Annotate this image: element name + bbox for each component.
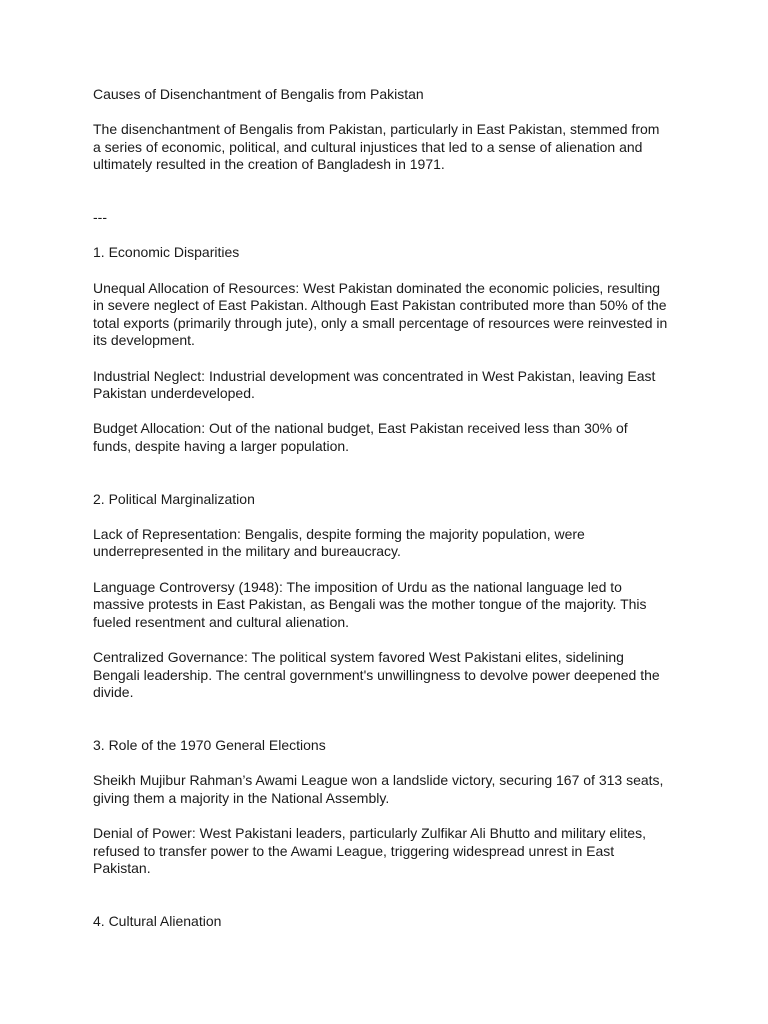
section-heading: 4. Cultural Alienation bbox=[93, 912, 222, 929]
section-heading: 1. Economic Disparities bbox=[93, 244, 240, 261]
paragraph-line: Bengali leadership. The central government's unwillingness to devolve power deepened the bbox=[93, 666, 660, 683]
paragraph-line: in severe neglect of East Pakistan. Although East Pakistan contributed more than 50% of the bbox=[93, 297, 667, 314]
paragraph-line: massive protests in East Pakistan, as Bengali was the mother tongue of the majority. This bbox=[93, 596, 647, 613]
intro-line: The disenchantment of Bengalis from Pakistan, particularly in East Pakistan, stemmed from bbox=[93, 121, 660, 138]
paragraph-line: Language Controversy (1948): The imposition of Urdu as the national language led to bbox=[93, 578, 622, 595]
paragraph-line: Pakistan underdeveloped. bbox=[93, 385, 255, 402]
paragraph-line: Sheikh Mujibur Rahman’s Awami League won a landslide victory, securing 167 of 313 seats, bbox=[93, 772, 664, 789]
paragraph-line: Lack of Representation: Bengalis, despite forming the majority population, were bbox=[93, 525, 585, 542]
document-title: Causes of Disenchantment of Bengalis from Pakistan bbox=[93, 86, 424, 102]
paragraph-line: Unequal Allocation of Resources: West Pakistan dominated the economic policies, resulting bbox=[93, 279, 661, 296]
paragraph-line: Denial of Power: West Pakistani leaders, particularly Zulfikar Ali Bhutto and military elites, bbox=[93, 824, 646, 841]
document-page bbox=[93, 86, 683, 931]
intro-line: a series of economic, political, and cultural injustices that led to a sense of alienation and bbox=[93, 138, 643, 155]
paragraph-line: Pakistan. bbox=[93, 860, 151, 877]
section-heading: 2. Political Marginalization bbox=[93, 490, 255, 507]
paragraph-line: giving them a majority in the National Assembly. bbox=[93, 789, 390, 806]
section-heading: 3. Role of the 1970 General Elections bbox=[93, 736, 326, 753]
paragraph-line: underrepresented in the military and bureaucracy. bbox=[93, 543, 401, 560]
paragraph-line: its development. bbox=[93, 332, 195, 349]
paragraph-line: fueled resentment and cultural alienation. bbox=[93, 613, 350, 630]
paragraph-line: Industrial Neglect: Industrial development was concentrated in West Pakistan, leaving East bbox=[93, 367, 656, 384]
paragraph-line: Budget Allocation: Out of the national budget, East Pakistan received less than 30% of bbox=[93, 420, 628, 437]
paragraph-line: funds, despite having a larger population. bbox=[93, 437, 350, 454]
intro-line: ultimately resulted in the creation of Bangladesh in 1971. bbox=[93, 156, 445, 173]
separator: --- bbox=[93, 209, 107, 226]
paragraph-line: divide. bbox=[93, 684, 134, 701]
paragraph-line: refused to transfer power to the Awami League, triggering widespread unrest in East bbox=[93, 842, 615, 859]
paragraph-line: Centralized Governance: The political system favored West Pakistani elites, sidelining bbox=[93, 649, 624, 665]
paragraph-line: total exports (primarily through jute), only a small percentage of resources were reinvested in bbox=[93, 314, 668, 331]
